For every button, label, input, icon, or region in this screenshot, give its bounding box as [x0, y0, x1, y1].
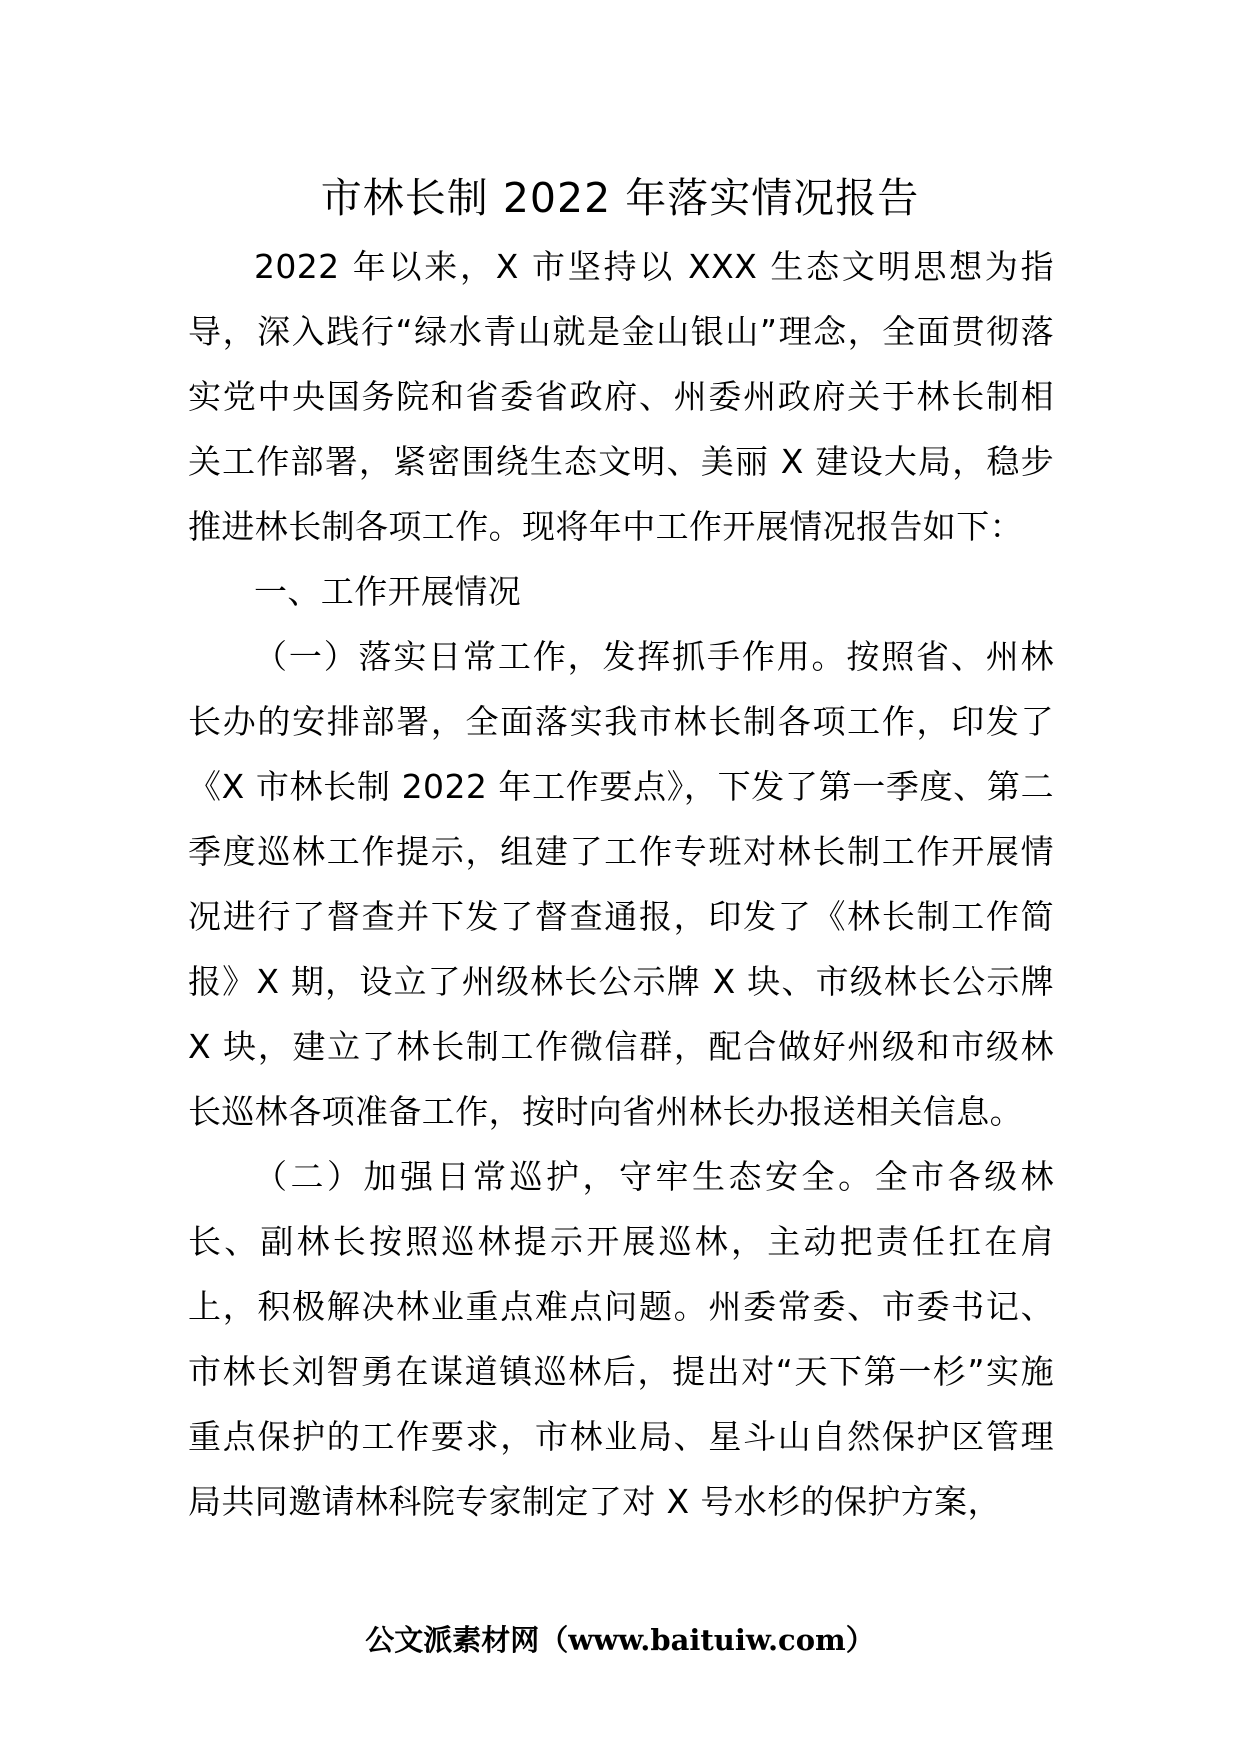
section-paragraph-1: （一）落实日常工作，发挥抓手作用。按照省、州林长办的安排部署，全面落实我市林长制各项工作，印发了《X 市林长制 2022 年工作要点》，下发了第一季度、第二季度巡林工作提示，组建了工作专班对林长制工作开展情况进行了督查并下发了督查通报，印发了《林长制工作简报》X 期，设立了州级林长公示牌 X 块、市级林长公示牌 X 块，建立了林长制工作微信群，配合做好州级和市级林长巡林各项准备工作，按时向省州林长办报送相关信息。 [188, 637, 1054, 1131]
intro-paragraph: 2022 年以来，X 市坚持以 XXX 生态文明思想为指导，深入践行“绿水青山就是金山银山”理念，全面贯彻落实党中央国务院和省委省政府、州委州政府关于林长制相关工作部署，紧密围绕生态文明、美丽 X 建设大局，稳步推进林长制各项工作。现将年中工作开展情况报告如下： [188, 247, 1054, 546]
document-title: 市林长制 2022 年落实情况报告 [320, 174, 920, 222]
section-paragraph-2: （二）加强日常巡护，守牢生态安全。全市各级林长、副林长按照巡林提示开展巡林，主动把责任扛在肩上，积极解决林业重点难点问题。州委常委、市委书记、市林长刘智勇在谋道镇巡林后，提出对“天下第一杉”实施重点保护的工作要求，市林业局、星斗山自然保护区管理局共同邀请林科院专家制定了对 X 号水杉的保护方案， [188, 1157, 1054, 1521]
footer-watermark: 公文派素材网（www.baituiw.com） [365, 1623, 875, 1657]
section-heading: 一、工作开展情况 [254, 572, 522, 611]
document-body [188, 234, 1054, 1534]
